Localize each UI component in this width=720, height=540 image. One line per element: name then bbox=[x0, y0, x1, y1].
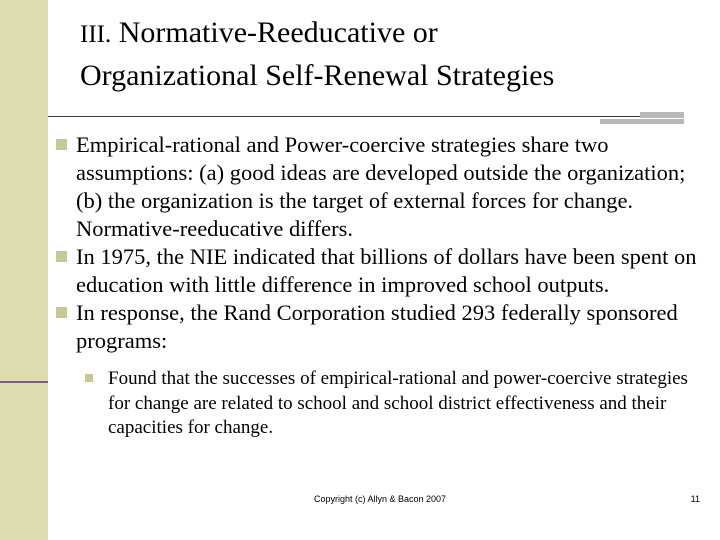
bullet-item bbox=[56, 299, 706, 441]
sub-bullet-text: Found that the successes of empirical-rational and power-coercive strategies for change are related to school and school district effectiveness and their capacities for change. bbox=[108, 368, 688, 438]
title-line-2: Organizational Self-Renewal Strategies bbox=[80, 59, 555, 92]
bullet-item bbox=[56, 243, 706, 299]
square-sub-bullet-icon bbox=[85, 374, 93, 382]
left-band-rule bbox=[0, 381, 48, 383]
bullet-item bbox=[56, 131, 706, 243]
slide-title bbox=[80, 12, 680, 96]
footer-copyright: Copyright (c) Allyn & Bacon 2007 bbox=[313, 494, 447, 504]
title-divider bbox=[48, 116, 640, 117]
square-bullet-icon bbox=[56, 251, 67, 262]
title-accent-bar bbox=[640, 112, 684, 118]
square-bullet-icon bbox=[56, 307, 67, 318]
sub-bullet-item bbox=[76, 367, 708, 441]
bullet-list bbox=[56, 131, 706, 441]
left-decorative-band bbox=[0, 0, 48, 540]
bullet-text: In response, the Rand Corporation studied 293 federally sponsored programs: bbox=[76, 300, 678, 353]
square-bullet-icon bbox=[56, 139, 67, 150]
title-section-number: III. bbox=[80, 21, 112, 48]
title-accent-bar-lower bbox=[600, 119, 684, 124]
bullet-text: In 1975, the NIE indicated that billions of dollars have been spent on education with little difference in improved school outputs. bbox=[76, 244, 697, 297]
sub-bullet-list bbox=[76, 367, 706, 441]
title-line-1: Normative-Reeducative or bbox=[118, 16, 438, 49]
bullet-text: Empirical-rational and Power-coercive strategies share two assumptions: (a) good ideas are developed outside the organization; (b) the organization is the target of external forces for change. Normative-reeducative differs. bbox=[76, 132, 686, 241]
slide-page-number: 11 bbox=[690, 494, 700, 504]
